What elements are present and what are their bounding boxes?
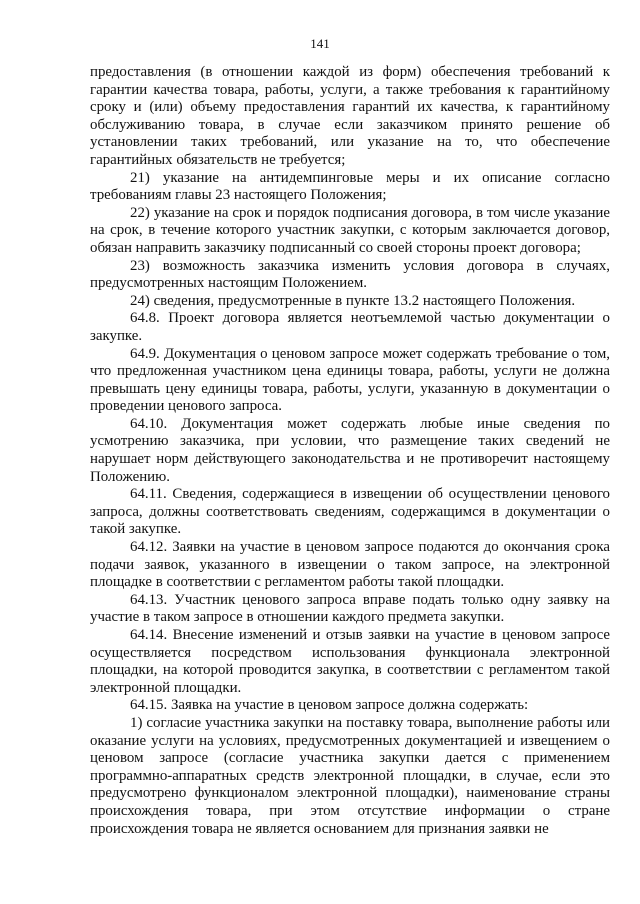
- list-item-24: 24) сведения, предусмотренные в пункте 13.2 настоящего Положения.: [130, 292, 576, 309]
- clause-64-12: 64.12. Заявки на участие в ценовом запросе подаются до окончания срока подачи заявок, указанного в извещении о таком запросе, на электронной площадке в соответствии с регламентом работы такой площадки.: [90, 539, 610, 591]
- clause-64-13: 64.13. Участник ценового запроса вправе подать только одну заявку на участие в таком запросе в отношении каждого предмета закупки.: [90, 591, 610, 626]
- clause-64-11: 64.11. Сведения, содержащиеся в извещении об осуществлении ценового запроса, должны соответствовать сведениям, содержащимся в документации о такой закупке.: [90, 486, 610, 538]
- document-body: [90, 64, 610, 838]
- clause-64-8: 64.8. Проект договора является неотъемлемой частью документации о закупке.: [90, 310, 610, 344]
- paragraph-continuation: предоставления (в отношении каждой из форм) обеспечения требований к гарантии качества товара, работы, услуги, а также требования к гарантийному сроку и (или) объему предоставления гарантий их качества, к гарантийному обслуживанию товара, в случае если заказчиком принято решение об установлении таких требований, или указание на то, что обеспечение гарантийных обязательств не требуется;: [90, 64, 610, 168]
- clause-64-15: 64.15. Заявка на участие в ценовом запросе должна содержать:: [130, 697, 529, 714]
- list-item-21: 21) указание на антидемпинговые меры и их описание согласно требованиям главы 23 настоящего Положения;: [90, 169, 610, 204]
- page-number: 141: [310, 36, 330, 51]
- list-item-22: 22) указание на срок и порядок подписания договора, в том числе указание на срок, в течение которого участник закупки, с которым заключается договор, обязан направить заказчику подписанный со своей стороны проект договора;: [90, 204, 610, 256]
- clause-64-15-item-1: 1) согласие участника закупки на поставку товара, выполнение работы или оказание услуги на условиях, предусмотренных документацией и извещением о ценовом запросе (согласие участника закупки дается с применением программно-аппаратных средств электронной площадки, в случае, если это предусмотрено функционалом электронной площадки), наименование страны происхождения товара, при этом отсутствие информации о стране происхождения товара не является основанием для признания заявки не: [90, 714, 610, 837]
- clause-64-9: 64.9. Документация о ценовом запросе может содержать требование о том, что предложенная участником цена единицы товара, работы, услуги не должна превышать цену единицы товара, работы, услуги, указанную в документации о проведении ценового запроса.: [90, 345, 610, 415]
- list-item-23: 23) возможность заказчика изменить условия договора в случаях, предусмотренных настоящим Положением.: [90, 257, 610, 292]
- clause-64-14: 64.14. Внесение изменений и отзыв заявки на участие в ценовом запросе осуществляется посредством использования функционала электронной площадки, на которой проводится закупка, в соответствии с регламентом такой электронной площадки.: [90, 627, 610, 696]
- clause-64-10: 64.10. Документация может содержать любые иные сведения по усмотрению заказчика, при условии, что размещение таких сведений не нарушает норм действующего законодательства и не противоречит настоящему Положению.: [90, 415, 610, 485]
